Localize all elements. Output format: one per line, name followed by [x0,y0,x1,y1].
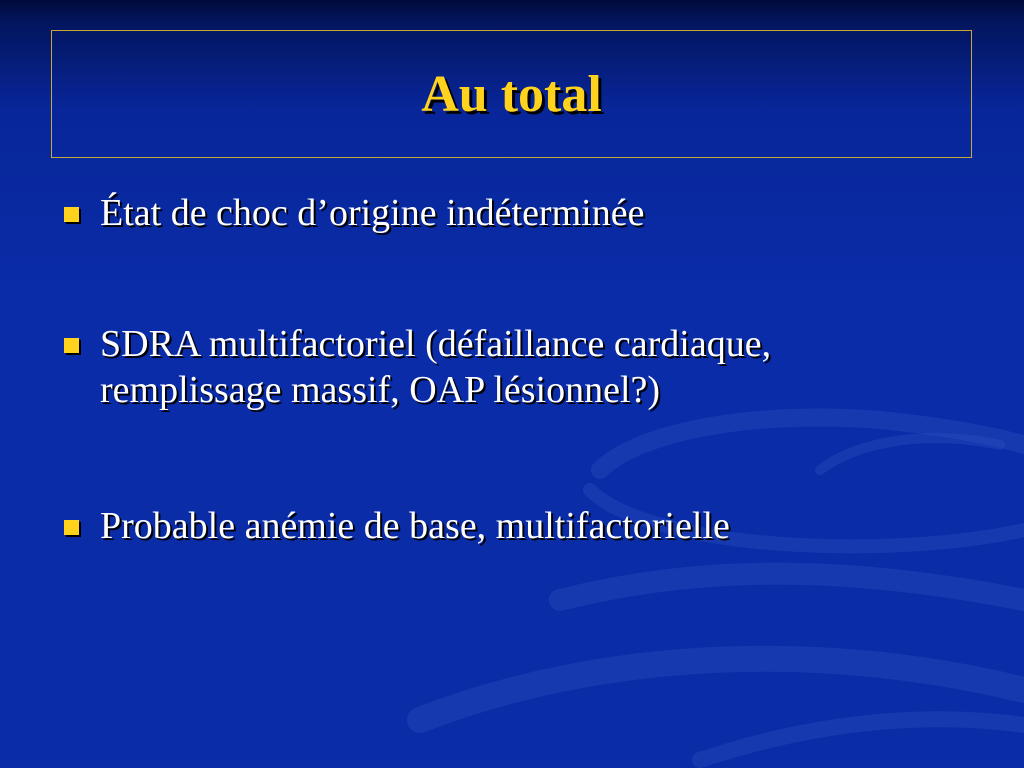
title-frame [51,30,972,158]
square-bullet-icon [64,338,79,353]
bullet-item [62,321,962,413]
slide-title: Au total [421,66,602,123]
bullet-text: SDRA multifactoriel (défaillance cardiaque, remplissage massif, OAP lésionnel?) [100,323,772,411]
bullet-text: Probable anémie de base, multifactorielle [100,505,730,547]
bullet-item [62,190,962,236]
bullet-text: État de choc d’origine indéterminée [100,192,645,234]
square-bullet-icon [64,520,79,535]
square-bullet-icon [64,207,79,222]
bullet-list [62,190,962,634]
bullet-item [62,503,962,549]
